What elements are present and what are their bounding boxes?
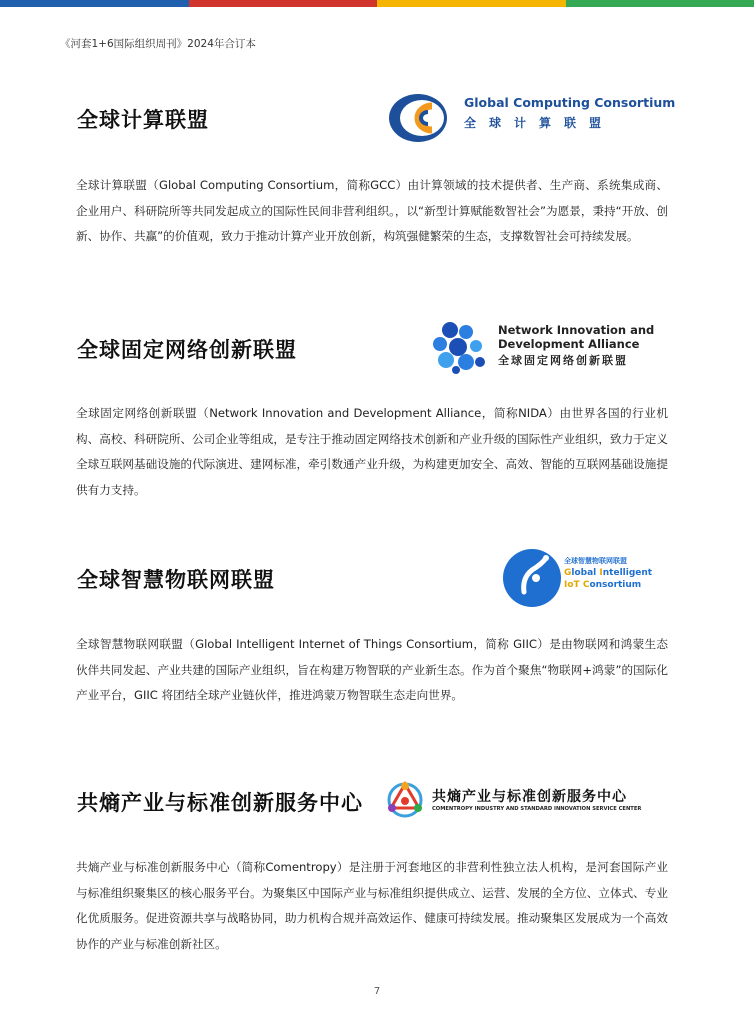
comentropy-logo: [384, 780, 654, 820]
top-color-bar: [0, 0, 754, 7]
comentropy-logo-en: COMENTROPY INDUSTRY AND STANDARD INNOVATION SERVICE CENTER: [432, 806, 642, 812]
section-body: 共熵产业与标准创新服务中心（简称Comentropy）是注册于河套地区的非营利性独立法人机构，是河套国际产业与标准组织聚集区的核心服务平台。为聚集区中国际产业与标准组织提供成立、运营、发展的全方位、立体式、专业化优质服务。促进资源共享与战略协同，助力机构合规并高效运作、健康可持续发展。推动聚集区发展成为一个高效协作的产业与标准创新社区。: [76, 860, 668, 951]
section-title: 全球固定网络创新联盟: [77, 338, 297, 362]
top-bar-yellow: [377, 0, 566, 7]
gcc-logo-cn: 全球计算联盟: [464, 116, 615, 130]
section-body: 全球智慧物联网联盟（Global Intelligent Internet of Things Consortium，简称 GIIC）是由物联网和鸿蒙生态伙伴共同发起、产业共建的国际产业组织，旨在构建万物智联的产业新生态。作为首个聚焦“物联网+鸿蒙”的国际化产业平台，GIIC 将团结全球产业链伙伴，推进鸿蒙万物智联生态走向世界。: [76, 637, 668, 702]
nida-logo: [430, 320, 660, 376]
top-bar-green: [566, 0, 754, 7]
comentropy-logo-icon: [384, 780, 426, 820]
section-body: 全球固定网络创新联盟（Network Innovation and Development Alliance，简称NIDA）由世界各国的行业机构、高校、科研院所、公司企业等组成，是专注于推动固定网络技术创新和产业升级的国际性产业组织，致力于定义全球互联网基础设施的代际演进、建网标准，牵引数通产业升级，为构建更加安全、高效、智能的互联网基础设施提供有力支持。: [76, 406, 668, 497]
giic-text: lobal: [571, 568, 600, 578]
giic-letter: T: [573, 580, 583, 590]
giic-logo-icon: [502, 548, 562, 608]
giic-text: ntelligent: [602, 568, 653, 578]
running-header: 《河套1+6国际组织周刊》2024年合订本: [60, 38, 256, 50]
nida-logo-cn: 全球固定网络创新联盟: [498, 354, 628, 367]
giic-letter: I: [564, 580, 568, 590]
top-bar-red: [189, 0, 378, 7]
comentropy-logo-cn: 共熵产业与标准创新服务中心: [432, 789, 627, 805]
section-title: 全球计算联盟: [77, 108, 209, 132]
nida-logo-en-line2: Development Alliance: [498, 337, 640, 351]
nida-logo-en-line1: Network Innovation and: [498, 323, 655, 337]
gcc-logo-en: Global Computing Consortium: [464, 95, 676, 110]
section-body: 全球计算联盟（Global Computing Consortium，简称GCC）由计算领域的技术提供者、生产商、系统集成商、企业用户、科研院所等共同发起成立的国际性民间非营利组织。，以“新型计算赋能数智社会”为愿景，秉持“开放、创新、协作、共赢”的价值观，致力于推动计算产业开放创新，构筑强健繁荣的生态，支撑数智社会可持续发展。: [76, 178, 668, 243]
giic-logo-line3: [564, 580, 641, 590]
giic-letter: o: [567, 580, 574, 590]
nida-logo-icon: [430, 320, 488, 376]
giic-logo-line2: [564, 568, 652, 578]
gcc-logo-icon: [388, 92, 452, 144]
section-title: 全球智慧物联网联盟: [77, 568, 275, 592]
page-number: 7: [373, 986, 381, 997]
giic-logo: [502, 548, 662, 608]
giic-text: onsortium: [589, 580, 642, 590]
giic-letter: I: [599, 568, 603, 578]
giic-letter: G: [564, 568, 572, 578]
section-title: 共熵产业与标准创新服务中心: [77, 791, 363, 815]
giic-logo-cn: 全球智慧物联网联盟: [564, 557, 627, 565]
top-bar-blue: [0, 0, 189, 7]
giic-letter: C: [582, 580, 590, 590]
gcc-logo: [388, 92, 676, 144]
